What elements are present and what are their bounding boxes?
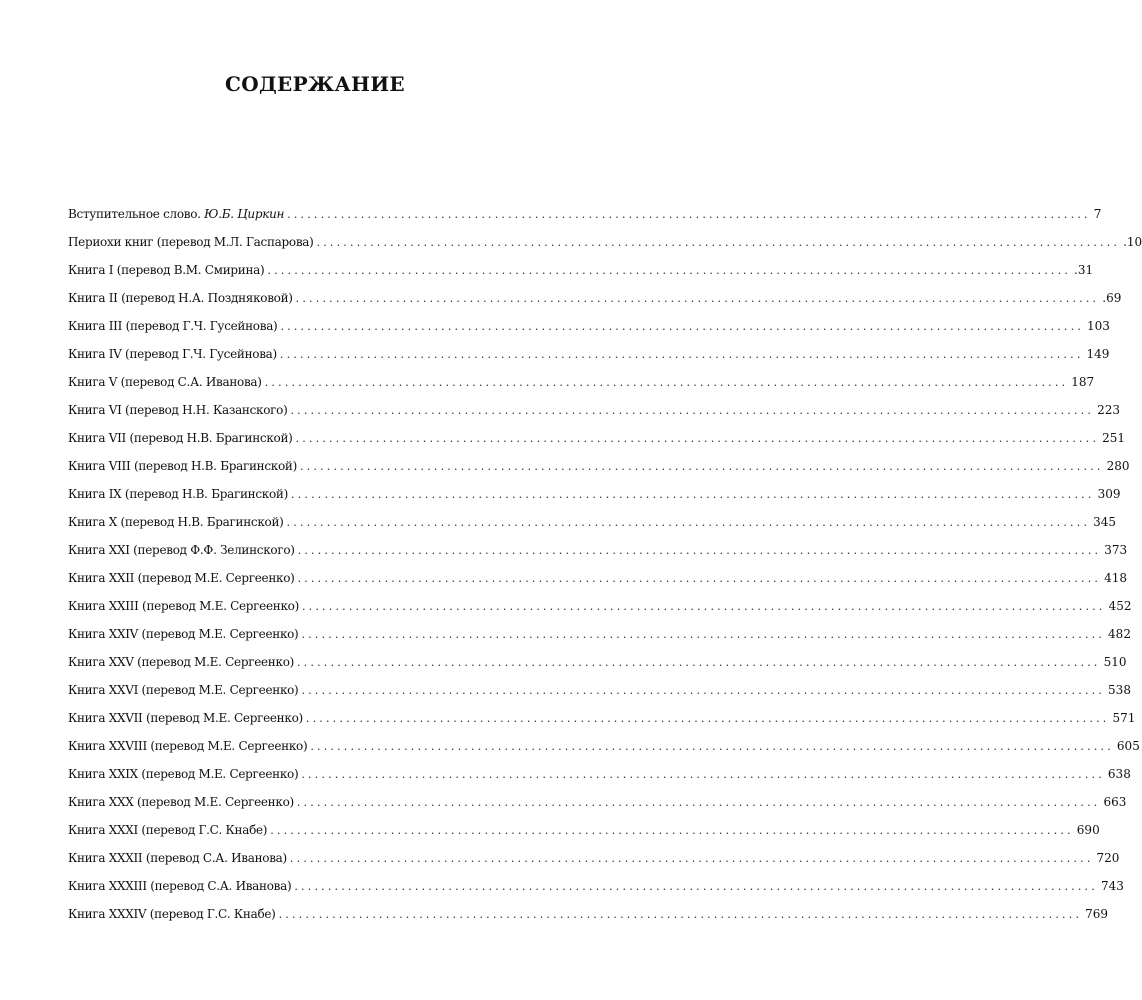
dot-leader: ........................................................................................................................ xyxy=(297,544,1102,557)
toc-entry-title: Периохи книг (перевод М.Л. Гаспарова) xyxy=(68,235,314,249)
toc-entry-page: 373 xyxy=(1104,543,1128,557)
toc-entry-page: 7 xyxy=(1093,207,1102,221)
toc-entry-title: Книга IX (перевод Н.В. Брагинской) xyxy=(68,487,288,501)
toc-entry xyxy=(68,508,1117,536)
toc-entry-title: Книга XXXIII (перевод С.А. Иванова) xyxy=(68,879,292,893)
toc-entry xyxy=(68,676,1131,704)
dot-leader: ........................................................................................................................ xyxy=(279,348,1084,361)
toc-entry xyxy=(68,396,1120,424)
dot-leader: ........................................................................................................................ xyxy=(297,656,1101,669)
dot-leader: ........................................................................................................................ xyxy=(305,712,1110,725)
dot-leader: ........................................................................................................................ xyxy=(267,264,1072,277)
toc-entry-page: 482 xyxy=(1108,627,1131,641)
dot-leader: ........................................................................................................................ xyxy=(270,824,1074,837)
dot-leader: ........................................................................................................................ xyxy=(301,684,1106,697)
toc-entry xyxy=(68,480,1121,508)
toc-entry-title: Книга XXVI (перевод М.Е. Сергеенко) xyxy=(68,683,299,697)
toc-entry xyxy=(68,872,1124,900)
dot-leader: ........................................................................................................................ xyxy=(295,432,1100,445)
toc-entry-page: 452 xyxy=(1108,599,1132,613)
toc-entry-page: 223 xyxy=(1097,403,1120,417)
toc-entry-page: 605 xyxy=(1116,739,1140,753)
toc-entry-title: Книга XXXIV (перевод Г.С. Кнабе) xyxy=(68,907,276,921)
toc-entry-title: Книга XXVII (перевод М.Е. Сергеенко) xyxy=(68,711,303,725)
toc-entry xyxy=(68,452,1130,480)
toc-entry-page: 638 xyxy=(1107,767,1131,781)
toc-entry xyxy=(68,228,1142,256)
toc-entry xyxy=(68,592,1132,620)
toc-entry-page: 103 xyxy=(1087,319,1110,333)
toc-entry-page: 418 xyxy=(1104,571,1128,585)
toc-entry-title: Вступительное слово. Ю.Б. Циркин xyxy=(68,207,285,221)
toc-entry-page: 251 xyxy=(1102,431,1126,445)
toc-entry xyxy=(68,844,1120,872)
toc-entry-page: 720 xyxy=(1096,851,1120,865)
dot-leader: ........................................................................................................................ xyxy=(310,740,1114,753)
table-of-contents xyxy=(68,200,1142,928)
toc-entry-page: 280 xyxy=(1106,459,1130,473)
dot-leader: ........................................................................................................................ xyxy=(286,516,1091,529)
toc-entry xyxy=(68,816,1100,844)
dot-leader: ........................................................................................................................ xyxy=(280,320,1085,333)
toc-entry-title: Книга I (перевод В.М. Смирина) xyxy=(68,263,265,277)
toc-entry-page: 663 xyxy=(1103,795,1127,809)
toc-entry-title: Книга XXX (перевод М.Е. Сергеенко) xyxy=(68,795,294,809)
toc-entry xyxy=(68,200,1102,228)
toc-entry-title: Книга XXV (перевод М.Е. Сергеенко) xyxy=(68,655,295,669)
toc-entry xyxy=(68,648,1127,676)
toc-entry-title: Книга XXIII (перевод М.Е. Сергеенко) xyxy=(68,599,299,613)
dot-leader: ........................................................................................................................ xyxy=(290,488,1095,501)
toc-entry-title: Книга XXI (перевод Ф.Ф. Зелинского) xyxy=(68,543,295,557)
toc-entry-page: .69 xyxy=(1102,291,1122,305)
dot-leader: ........................................................................................................................ xyxy=(290,404,1095,417)
toc-entry-title: Книга VI (перевод Н.Н. Казанского) xyxy=(68,403,288,417)
toc-entry-title: Книга XXXI (перевод Г.С. Кнабе) xyxy=(68,823,268,837)
dot-leader: ........................................................................................................................ xyxy=(297,572,1102,585)
toc-entry-page: .31 xyxy=(1074,263,1094,277)
toc-entry-page: .10 xyxy=(1123,235,1142,249)
dot-leader: ........................................................................................................................ xyxy=(296,796,1101,809)
toc-entry-title: Книга VIII (перевод Н.В. Брагинской) xyxy=(68,459,297,473)
toc-entry xyxy=(68,732,1140,760)
dot-leader: ........................................................................................................................ xyxy=(316,236,1121,249)
toc-entry-page: 743 xyxy=(1100,879,1124,893)
dot-leader: ........................................................................................................................ xyxy=(287,208,1091,221)
dot-leader: ........................................................................................................................ xyxy=(278,908,1083,921)
toc-entry-page: 149 xyxy=(1086,347,1110,361)
toc-entry-title: Книга X (перевод Н.В. Брагинской) xyxy=(68,515,284,529)
dot-leader: ........................................................................................................................ xyxy=(301,628,1106,641)
toc-entry xyxy=(68,564,1128,592)
toc-entry-title: Книга IV (перевод Г.Ч. Гусейнова) xyxy=(68,347,277,361)
toc-entry xyxy=(68,620,1131,648)
toc-entry-page: 690 xyxy=(1076,823,1100,837)
toc-entry-page: 538 xyxy=(1108,683,1131,697)
toc-entry-title: Книга VII (перевод Н.В. Брагинской) xyxy=(68,431,293,445)
toc-entry-title: Книга XXIX (перевод М.Е. Сергеенко) xyxy=(68,767,299,781)
dot-leader: ........................................................................................................................ xyxy=(295,292,1100,305)
toc-entry xyxy=(68,760,1131,788)
toc-entry xyxy=(68,368,1095,396)
toc-entry xyxy=(68,704,1136,732)
toc-entry xyxy=(68,424,1126,452)
toc-entry-page: 571 xyxy=(1112,711,1136,725)
toc-entry-title: Книга XXIV (перевод М.Е. Сергеенко) xyxy=(68,627,299,641)
toc-entry-page: 510 xyxy=(1103,655,1127,669)
toc-entry-page: 769 xyxy=(1085,907,1109,921)
toc-entry-title: Книга II (перевод Н.А. Поздняковой) xyxy=(68,291,293,305)
toc-entry-title: Книга XXII (перевод М.Е. Сергеенко) xyxy=(68,571,295,585)
toc-entry xyxy=(68,284,1122,312)
toc-entry-page: 345 xyxy=(1093,515,1117,529)
toc-entry-title: Книга V (перевод С.А. Иванова) xyxy=(68,375,262,389)
toc-entry xyxy=(68,312,1110,340)
dot-leader: ........................................................................................................................ xyxy=(294,880,1098,893)
dot-leader: ........................................................................................................................ xyxy=(289,852,1094,865)
toc-entry-title: Книга III (перевод Г.Ч. Гусейнова) xyxy=(68,319,278,333)
toc-entry-title: Книга XXXII (перевод С.А. Иванова) xyxy=(68,851,287,865)
toc-entry xyxy=(68,536,1128,564)
dot-leader: ........................................................................................................................ xyxy=(301,768,1105,781)
toc-entry xyxy=(68,900,1109,928)
toc-entry-page: 309 xyxy=(1097,487,1121,501)
dot-leader: ........................................................................................................................ xyxy=(301,600,1106,613)
dot-leader: ........................................................................................................................ xyxy=(264,376,1069,389)
toc-entry xyxy=(68,788,1127,816)
dot-leader: ........................................................................................................................ xyxy=(299,460,1104,473)
page-title: СОДЕРЖАНИЕ xyxy=(225,72,405,96)
toc-entry-page: 187 xyxy=(1071,375,1095,389)
toc-entry xyxy=(68,340,1110,368)
toc-entry xyxy=(68,256,1094,284)
toc-entry-title: Книга XXVIII (перевод М.Е. Сергеенко) xyxy=(68,739,308,753)
